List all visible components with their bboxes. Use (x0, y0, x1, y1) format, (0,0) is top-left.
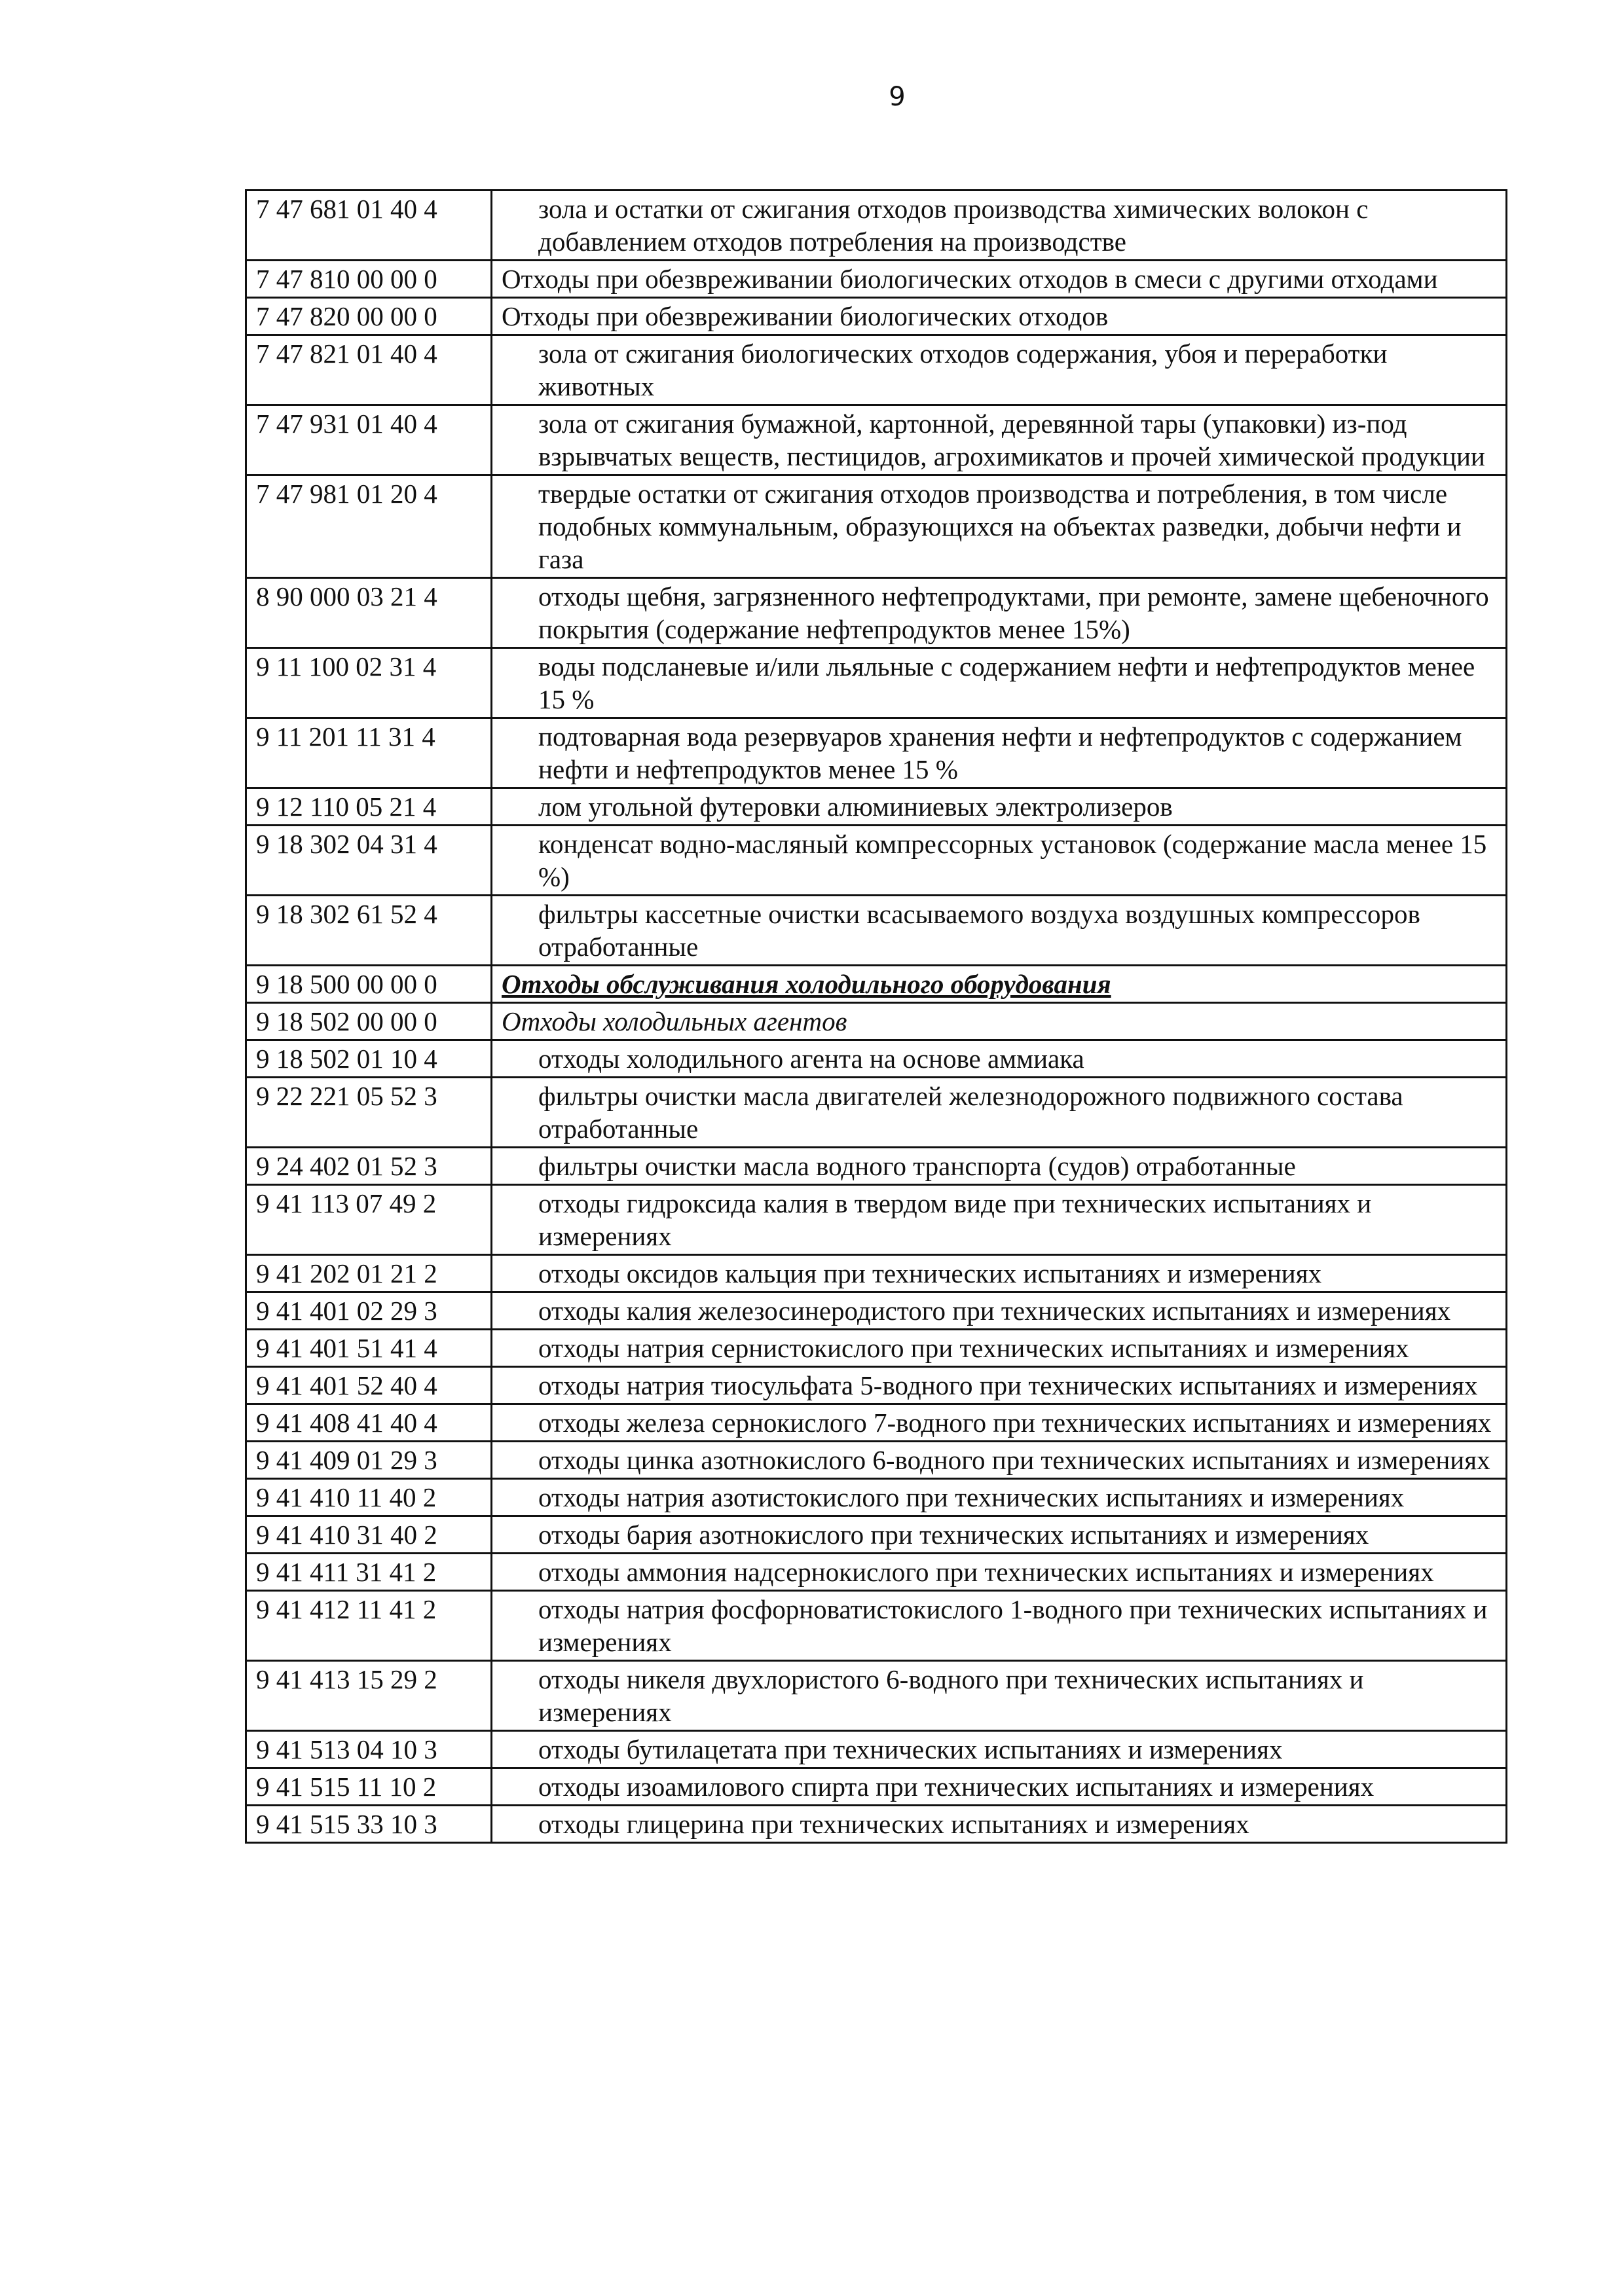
waste-description: Отходы холодильных агентов (492, 1003, 1507, 1040)
waste-code: 9 41 413 15 29 2 (246, 1661, 492, 1731)
waste-description: отходы бутилацетата при технических испытаниях и измерениях (492, 1731, 1507, 1768)
waste-code: 7 47 931 01 40 4 (246, 405, 492, 475)
table-row (246, 966, 1507, 1003)
waste-code: 9 41 515 33 10 3 (246, 1806, 492, 1843)
waste-description: лом угольной футеровки алюминиевых электролизеров (492, 788, 1507, 826)
waste-description: отходы аммония надсернокислого при технических испытаниях и измерениях (492, 1554, 1507, 1591)
waste-description: фильтры очистки масла двигателей железнодорожного подвижного состава отработанные (492, 1078, 1507, 1148)
page-number: 9 (889, 82, 906, 112)
waste-code: 9 41 410 11 40 2 (246, 1479, 492, 1516)
waste-description: отходы натрия фосфорноватистокислого 1-водного при технических испытаниях и измерениях (492, 1591, 1507, 1661)
waste-code: 9 18 502 01 10 4 (246, 1040, 492, 1078)
waste-code: 9 41 401 51 41 4 (246, 1330, 492, 1367)
waste-code: 8 90 000 03 21 4 (246, 578, 492, 648)
waste-description: фильтры очистки масла водного транспорта (судов) отработанные (492, 1148, 1507, 1185)
table-row (246, 578, 1507, 648)
waste-description: отходы натрия азотистокислого при технических испытаниях и измерениях (492, 1479, 1507, 1516)
table-row (246, 896, 1507, 966)
waste-code: 9 11 201 11 31 4 (246, 718, 492, 788)
waste-description: конденсат водно-масляный компрессорных установок (содержание масла менее 15 %) (492, 826, 1507, 896)
waste-code: 9 41 411 31 41 2 (246, 1554, 492, 1591)
table-row (246, 1731, 1507, 1768)
table-row (246, 1554, 1507, 1591)
waste-description: отходы калия железосинеродистого при технических испытаниях и измерениях (492, 1292, 1507, 1330)
waste-description: твердые остатки от сжигания отходов производства и потребления, в том числе подобных коммунальным, образующихся на объектах разведки, добычи нефти и газа (492, 475, 1507, 578)
waste-description: фильтры кассетные очистки всасываемого воздуха воздушных компрессоров отработанные (492, 896, 1507, 966)
table-row (246, 718, 1507, 788)
table-row (246, 1185, 1507, 1255)
table-row (246, 788, 1507, 826)
table-body (246, 191, 1507, 1843)
waste-description: отходы щебня, загрязненного нефтепродуктами, при ремонте, замене щебеночного покрытия (содержание нефтепродуктов менее 15%) (492, 578, 1507, 648)
waste-description: воды подсланевые и/или льяльные с содержанием нефти и нефтепродуктов менее 15 % (492, 648, 1507, 718)
waste-code: 7 47 820 00 00 0 (246, 298, 492, 335)
waste-code: 9 41 515 11 10 2 (246, 1768, 492, 1806)
waste-codes-table (245, 189, 1507, 1844)
table-row (246, 475, 1507, 578)
table-row (246, 1479, 1507, 1516)
table-row (246, 335, 1507, 405)
waste-description: отходы изоамилового спирта при технических испытаниях и измерениях (492, 1768, 1507, 1806)
waste-description: Отходы при обезвреживании биологических отходов в смеси с другими отходами (492, 261, 1507, 298)
waste-code: 9 41 401 02 29 3 (246, 1292, 492, 1330)
waste-code: 9 41 412 11 41 2 (246, 1591, 492, 1661)
table-row (246, 1442, 1507, 1479)
waste-description: подтоварная вода резервуаров хранения нефти и нефтепродуктов с содержанием нефти и нефтепродуктов менее 15 % (492, 718, 1507, 788)
waste-description: отходы никеля двухлористого 6-водного при технических испытаниях и измерениях (492, 1661, 1507, 1731)
waste-description: отходы железа сернокислого 7-водного при технических испытаниях и измерениях (492, 1404, 1507, 1442)
waste-code: 9 18 302 61 52 4 (246, 896, 492, 966)
waste-code: 9 41 409 01 29 3 (246, 1442, 492, 1479)
table-row (246, 1040, 1507, 1078)
table-row (246, 261, 1507, 298)
waste-code: 7 47 821 01 40 4 (246, 335, 492, 405)
table-row (246, 1516, 1507, 1554)
table-row (246, 405, 1507, 475)
waste-description: отходы оксидов кальция при технических испытаниях и измерениях (492, 1255, 1507, 1292)
waste-code: 9 12 110 05 21 4 (246, 788, 492, 826)
table-row (246, 826, 1507, 896)
table-row (246, 1768, 1507, 1806)
table-row (246, 1404, 1507, 1442)
waste-code: 9 11 100 02 31 4 (246, 648, 492, 718)
waste-code: 9 41 410 31 40 2 (246, 1516, 492, 1554)
waste-description: Отходы при обезвреживании биологических отходов (492, 298, 1507, 335)
waste-code: 9 22 221 05 52 3 (246, 1078, 492, 1148)
waste-code: 9 41 113 07 49 2 (246, 1185, 492, 1255)
table-row (246, 1330, 1507, 1367)
table-row (246, 1148, 1507, 1185)
table-row (246, 1806, 1507, 1843)
waste-description: отходы цинка азотнокислого 6-водного при технических испытаниях и измерениях (492, 1442, 1507, 1479)
table-row (246, 1292, 1507, 1330)
waste-description: зола и остатки от сжигания отходов производства химических волокон с добавлением отходов потребления на производстве (492, 191, 1507, 261)
waste-description: зола от сжигания бумажной, картонной, деревянной тары (упаковки) из-под взрывчатых веществ, пестицидов, агрохимикатов и прочей химической продукции (492, 405, 1507, 475)
waste-description: отходы глицерина при технических испытаниях и измерениях (492, 1806, 1507, 1843)
waste-description: отходы натрия сернистокислого при технических испытаниях и измерениях (492, 1330, 1507, 1367)
table-row (246, 191, 1507, 261)
waste-description: отходы бария азотнокислого при технических испытаниях и измерениях (492, 1516, 1507, 1554)
table-row (246, 1367, 1507, 1404)
waste-description: отходы натрия тиосульфата 5-водного при технических испытаниях и измерениях (492, 1367, 1507, 1404)
waste-description: отходы холодильного агента на основе аммиака (492, 1040, 1507, 1078)
waste-code: 9 41 401 52 40 4 (246, 1367, 492, 1404)
table-row (246, 1255, 1507, 1292)
waste-description: отходы гидроксида калия в твердом виде при технических испытаниях и измерениях (492, 1185, 1507, 1255)
waste-code: 7 47 810 00 00 0 (246, 261, 492, 298)
table-row (246, 1661, 1507, 1731)
waste-code: 9 41 408 41 40 4 (246, 1404, 492, 1442)
waste-description: Отходы обслуживания холодильного оборудования (492, 966, 1507, 1003)
waste-code: 9 18 500 00 00 0 (246, 966, 492, 1003)
waste-code: 9 18 302 04 31 4 (246, 826, 492, 896)
table-row (246, 648, 1507, 718)
waste-code: 9 41 202 01 21 2 (246, 1255, 492, 1292)
table-row (246, 298, 1507, 335)
waste-code: 9 24 402 01 52 3 (246, 1148, 492, 1185)
table-row (246, 1003, 1507, 1040)
waste-code: 9 18 502 00 00 0 (246, 1003, 492, 1040)
waste-code: 7 47 981 01 20 4 (246, 475, 492, 578)
waste-description: зола от сжигания биологических отходов содержания, убоя и переработки животных (492, 335, 1507, 405)
table-row (246, 1078, 1507, 1148)
waste-code: 7 47 681 01 40 4 (246, 191, 492, 261)
table-row (246, 1591, 1507, 1661)
waste-code: 9 41 513 04 10 3 (246, 1731, 492, 1768)
